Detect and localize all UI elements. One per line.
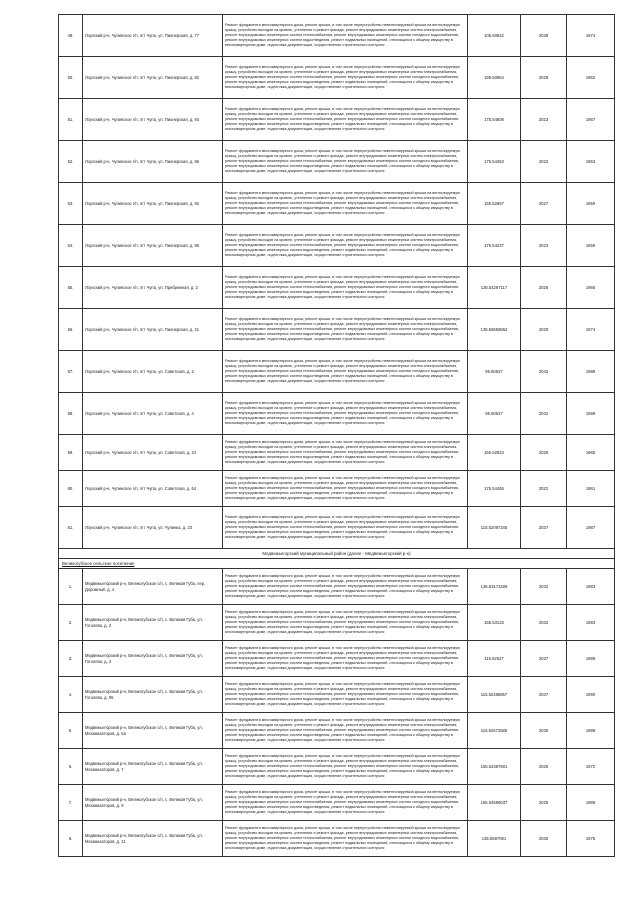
table-row	[59, 435, 615, 471]
district-header-row	[59, 549, 615, 559]
built-year-cell: 1989	[567, 641, 615, 677]
row-number-cell: 5.	[59, 713, 83, 749]
address-cell: Медвежьегорский р-н, Великогубское с/п, с. Великая Губа, ул. Механизаторов, д. 9	[83, 785, 223, 821]
works-description-cell: Ремонт фундамента многоквартирного дома, ремонт крыши, в том числе переустройство невентилируемой крыши на вентилируемую крышу, устройство выходов на кровлю, утепление и ремонт фасада, ремонт внутридомовых инженерных систем электроснабжения, ремонт внутридомовых инженерных систем теплоснабжения, ремонт внутридомовых инженерных систем холодного водоснабжения, ремонт внутридомовых инженерных систем водоотведения, ремонт подвальных помещений, относящихся к общему имуществу в многоквартирном доме, подготовка документации, осуществление строительного контроля	[223, 435, 468, 471]
cost-cell: 175.54237	[468, 225, 521, 267]
table-row	[59, 15, 615, 57]
year-cell: 2023	[521, 225, 567, 267]
row-number-cell: 6.	[59, 749, 83, 785]
year-cell: 2028	[521, 267, 567, 309]
address-cell: Медвежьегорский р-н, Великогубское с/п, с. Великая Губа, ул. Механизаторов, д. 7	[83, 749, 223, 785]
works-description-cell: Ремонт фундамента многоквартирного дома, ремонт крыши, в том числе переустройство невентилируемой крыши на вентилируемую крышу, устройство выходов на кровлю, утепление и ремонт фасада, ремонт внутридомовых инженерных систем электроснабжения, ремонт внутридомовых инженерных систем теплоснабжения, ремонт внутридомовых инженерных систем холодного водоснабжения, ремонт внутридомовых инженерных систем водоотведения, ремонт подвальных помещений, относящихся к общему имуществу в многоквартирном доме, подготовка документации, осуществление строительного контроля	[223, 267, 468, 309]
cost-cell: 135.53172409	[468, 569, 521, 605]
cost-cell: 135.5597091	[468, 821, 521, 857]
address-cell: Лоухский р-н, Чупинское г/п, пгт Чупа, ул. Советская, д. 64	[83, 471, 223, 507]
works-description-cell: Ремонт фундамента многоквартирного дома, ремонт крыши, в том числе переустройство невентилируемой крыши на вентилируемую крышу, устройство выходов на кровлю, утепление и ремонт фасада, ремонт внутридомовых инженерных систем электроснабжения, ремонт внутридомовых инженерных систем теплоснабжения, ремонт внутридомовых инженерных систем холодного водоснабжения, ремонт внутридомовых инженерных систем водоотведения, ремонт подвальных помещений, относящихся к общему имуществу в многоквартирном доме, подготовка документации, осуществление строительного контроля	[223, 99, 468, 141]
year-cell: 2036	[521, 713, 567, 749]
row-number-cell: 59.	[59, 435, 83, 471]
address-cell: Лоухский р-н, Чупинское г/п, пгт Чупа, ул. Прибрежная, д. 2	[83, 267, 223, 309]
works-description-cell: Ремонт фундамента многоквартирного дома, ремонт крыши, в том числе переустройство невентилируемой крыши на вентилируемую крышу, устройство выходов на кровлю, утепление и ремонт фасада, ремонт внутридомовых инженерных систем электроснабжения, ремонт внутридомовых инженерных систем теплоснабжения, ремонт внутридомовых инженерных систем холодного водоснабжения, ремонт внутридомовых инженерных систем водоотведения, ремонт подвальных помещений, относящихся к общему имуществу в многоквартирном доме, подготовка документации, осуществление строительного контроля	[223, 785, 468, 821]
built-year-cell: 1959	[567, 225, 615, 267]
works-description-cell: Ремонт фундамента многоквартирного дома, ремонт крыши, в том числе переустройство невентилируемой крыши на вентилируемую крышу, устройство выходов на кровлю, утепление и ремонт фасада, ремонт внутридомовых инженерных систем электроснабжения, ремонт внутридомовых инженерных систем теплоснабжения, ремонт внутридомовых инженерных систем холодного водоснабжения, ремонт внутридомовых инженерных систем водоотведения, ремонт подвальных помещений, относящихся к общему имуществу в многоквартирном доме, подготовка документации, осуществление строительного контроля	[223, 569, 468, 605]
works-description-cell: Ремонт фундамента многоквартирного дома, ремонт крыши, в том числе переустройство невентилируемой крыши на вентилируемую крышу, устройство выходов на кровлю, утепление и ремонт фасада, ремонт внутридомовых инженерных систем электроснабжения, ремонт внутридомовых инженерных систем теплоснабжения, ремонт внутридомовых инженерных систем холодного водоснабжения, ремонт внутридомовых инженерных систем водоотведения, ремонт подвальных помещений, относящихся к общему имуществу в многоквартирном доме, подготовка документации, осуществление строительного контроля	[223, 749, 468, 785]
works-description-cell: Ремонт фундамента многоквартирного дома, ремонт крыши, в том числе переустройство невентилируемой крыши на вентилируемую крышу, устройство выходов на кровлю, утепление и ремонт фасада, ремонт внутридомовых инженерных систем электроснабжения, ремонт внутридомовых инженерных систем теплоснабжения, ремонт внутридомовых инженерных систем холодного водоснабжения, ремонт внутридомовых инженерных систем водоотведения, ремонт подвальных помещений, относящихся к общему имуществу в многоквартирном доме, подготовка документации, осуществление строительного контроля	[223, 471, 468, 507]
address-cell: Лоухский р-н, Чупинское г/п, пгт Чупа, ул. Пионерская, д. 92	[83, 183, 223, 225]
built-year-cell: 1990	[567, 677, 615, 713]
row-number-cell: 60.	[59, 471, 83, 507]
works-description-cell: Ремонт фундамента многоквартирного дома, ремонт крыши, в том числе переустройство невентилируемой крыши на вентилируемую крышу, устройство выходов на кровлю, утепление и ремонт фасада, ремонт внутридомовых инженерных систем электроснабжения, ремонт внутридомовых инженерных систем теплоснабжения, ремонт внутридомовых инженерных систем холодного водоснабжения, ремонт внутридомовых инженерных систем водоотведения, ремонт подвальных помещений, относящихся к общему имуществу в многоквартирном доме, подготовка документации, осуществление строительного контроля	[223, 821, 468, 857]
works-description-cell: Ремонт фундамента многоквартирного дома, ремонт крыши, в том числе переустройство невентилируемой крыши на вентилируемую крышу, устройство выходов на кровлю, утепление и ремонт фасада, ремонт внутридомовых инженерных систем электроснабжения, ремонт внутридомовых инженерных систем теплоснабжения, ремонт внутридомовых инженерных систем холодного водоснабжения, ремонт внутридомовых инженерных систем водоотведения, ремонт подвальных помещений, относящихся к общему имуществу в многоквартирном доме, подготовка документации, осуществление строительного контроля	[223, 225, 468, 267]
row-number-cell: 56.	[59, 309, 83, 351]
built-year-cell: 1983	[567, 569, 615, 605]
built-year-cell: 1987	[567, 507, 615, 549]
year-cell: 2029	[521, 309, 567, 351]
row-number-cell: 2.	[59, 605, 83, 641]
year-cell: 2025	[521, 785, 567, 821]
year-cell: 2038	[521, 15, 567, 57]
built-year-cell: 1959	[567, 183, 615, 225]
address-cell: Медвежьегорский р-н, Великогубское с/п, с. Великая Губа, ул. Гоголева, д. 95	[83, 677, 223, 713]
year-cell: 2022	[521, 471, 567, 507]
built-year-cell: 1983	[567, 605, 615, 641]
row-number-cell: 61.	[59, 507, 83, 549]
settlement-header: Великогубское сельское поселение	[62, 561, 135, 566]
works-description-cell: Ремонт фундамента многоквартирного дома, ремонт крыши, в том числе переустройство невентилируемой крыши на вентилируемую крышу, устройство выходов на кровлю, утепление и ремонт фасада, ремонт внутридомовых инженерных систем электроснабжения, ремонт внутридомовых инженерных систем теплоснабжения, ремонт внутридомовых инженерных систем холодного водоснабжения, ремонт внутридомовых инженерных систем водоотведения, ремонт подвальных помещений, относящихся к общему имуществу в многоквартирном доме, подготовка документации, осуществление строительного контроля	[223, 351, 468, 393]
works-description-cell: Ремонт фундамента многоквартирного дома, ремонт крыши, в том числе переустройство невентилируемой крыши на вентилируемую крышу, устройство выходов на кровлю, утепление и ремонт фасада, ремонт внутридомовых инженерных систем электроснабжения, ремонт внутридомовых инженерных систем теплоснабжения, ремонт внутридомовых инженерных систем холодного водоснабжения, ремонт внутридомовых инженерных систем водоотведения, ремонт подвальных помещений, относящихся к общему имуществу в многоквартирном доме, подготовка документации, осуществление строительного контроля	[223, 57, 468, 99]
table-row	[59, 641, 615, 677]
table-row	[59, 605, 615, 641]
cost-cell: 175.54808	[468, 99, 521, 141]
table-row	[59, 183, 615, 225]
year-cell: 2026	[521, 749, 567, 785]
table-row	[59, 507, 615, 549]
works-description-cell: Ремонт фундамента многоквартирного дома, ремонт крыши, в том числе переустройство невентилируемой крыши на вентилируемую крышу, устройство выходов на кровлю, утепление и ремонт фасада, ремонт внутридомовых инженерных систем электроснабжения, ремонт внутридомовых инженерных систем теплоснабжения, ремонт внутридомовых инженерных систем холодного водоснабжения, ремонт внутридомовых инженерных систем водоотведения, ремонт подвальных помещений, относящихся к общему имуществу в многоквартирном доме, подготовка документации, осуществление строительного контроля	[223, 309, 468, 351]
cost-cell: 175.54465	[468, 471, 521, 507]
row-number-cell: 54.	[59, 225, 83, 267]
address-cell: Лоухский р-н, Чупинское г/п, пгт Чупа, ул. Советская, д. 24	[83, 435, 223, 471]
year-cell: 2032	[521, 569, 567, 605]
table-row	[59, 309, 615, 351]
table-row	[59, 471, 615, 507]
cost-cell: 155.54387601	[468, 749, 521, 785]
cost-cell: 115.52097345	[468, 507, 521, 549]
address-cell: Лоухский р-н, Чупинское г/п, пгт Чупа, ул. Пионерская, д. 86	[83, 141, 223, 183]
year-cell: 2032	[521, 605, 567, 641]
table-row	[59, 569, 615, 605]
cost-cell: 135.54267117	[468, 267, 521, 309]
built-year-cell: 1972	[567, 749, 615, 785]
year-cell: 2037	[521, 507, 567, 549]
built-year-cell: 1961	[567, 471, 615, 507]
table-row	[59, 677, 615, 713]
table-row	[59, 785, 615, 821]
year-cell: 2037	[521, 641, 567, 677]
address-cell: Лоухский р-н, Чупинское г/п, пгт Чупа, ул. Пионерская, д. 96	[83, 225, 223, 267]
row-number-cell: 57.	[59, 351, 83, 393]
table-row	[59, 99, 615, 141]
address-cell: Лоухский р-н, Чупинское г/п, пгт Чупа, ул. Советская, д. 2	[83, 351, 223, 393]
cost-cell: 175.54453	[468, 141, 521, 183]
row-number-cell: 53.	[59, 183, 83, 225]
built-year-cell: 1962	[567, 57, 615, 99]
works-description-cell: Ремонт фундамента многоквартирного дома, ремонт крыши, в том числе переустройство невентилируемой крыши на вентилируемую крышу, устройство выходов на кровлю, утепление и ремонт фасада, ремонт внутридомовых инженерных систем электроснабжения, ремонт внутридомовых инженерных систем теплоснабжения, ремонт внутридомовых инженерных систем холодного водоснабжения, ремонт внутридомовых инженерных систем водоотведения, ремонт подвальных помещений, относящихся к общему имуществу в многоквартирном доме, подготовка документации, осуществление строительного контроля	[223, 605, 468, 641]
row-number-cell: 7.	[59, 785, 83, 821]
built-year-cell: 1963	[567, 141, 615, 183]
row-number-cell: 8.	[59, 821, 83, 857]
built-year-cell: 1965	[567, 435, 615, 471]
address-cell: Лоухский р-н, Чупинское г/п, пгт Чупа, ул. Пионерская, д. 77	[83, 15, 223, 57]
built-year-cell: 1989	[567, 393, 615, 435]
row-number-cell: 3.	[59, 641, 83, 677]
table-row	[59, 821, 615, 857]
cost-cell: 155.52657	[468, 183, 521, 225]
cost-cell: 135.55658652	[468, 309, 521, 351]
works-description-cell: Ремонт фундамента многоквартирного дома, ремонт крыши, в том числе переустройство невентилируемой крыши на вентилируемую крышу, устройство выходов на кровлю, утепление и ремонт фасада, ремонт внутридомовых инженерных систем электроснабжения, ремонт внутридомовых инженерных систем теплоснабжения, ремонт внутридомовых инженерных систем холодного водоснабжения, ремонт внутридомовых инженерных систем водоотведения, ремонт подвальных помещений, относящихся к общему имуществу в многоквартирном доме, подготовка документации, осуществление строительного контроля	[223, 507, 468, 549]
table-row	[59, 225, 615, 267]
table-row	[59, 749, 615, 785]
year-cell: 2042	[521, 393, 567, 435]
cost-cell: 115.52672685	[468, 713, 521, 749]
cost-cell: 105.60842	[468, 15, 521, 57]
row-number-cell: 50.	[59, 57, 83, 99]
row-number-cell: 52.	[59, 141, 83, 183]
works-description-cell: Ремонт фундамента многоквартирного дома, ремонт крыши, в том числе переустройство невентилируемой крыши на вентилируемую крышу, устройство выходов на кровлю, утепление и ремонт фасада, ремонт внутридомовых инженерных систем электроснабжения, ремонт внутридомовых инженерных систем теплоснабжения, ремонт внутридомовых инженерных систем холодного водоснабжения, ремонт внутридомовых инженерных систем водоотведения, ремонт подвальных помещений, относящихся к общему имуществу в многоквартирном доме, подготовка документации, осуществление строительного контроля	[223, 393, 468, 435]
year-cell: 2026	[521, 435, 567, 471]
address-cell: Медвежьегорский р-н, Великогубское с/п, с. Великая Губа, пер. Дорожный, д. 4	[83, 569, 223, 605]
built-year-cell: 1968	[567, 785, 615, 821]
year-cell: 2028	[521, 57, 567, 99]
cost-cell: 155.52823	[468, 435, 521, 471]
table-row	[59, 141, 615, 183]
year-cell: 2037	[521, 677, 567, 713]
table-row	[59, 57, 615, 99]
built-year-cell: 1975	[567, 821, 615, 857]
cost-cell: 95.50527	[468, 393, 521, 435]
built-year-cell: 1966	[567, 267, 615, 309]
table-row	[59, 393, 615, 435]
cost-cell: 195.50854	[468, 57, 521, 99]
works-description-cell: Ремонт фундамента многоквартирного дома, ремонт крыши, в том числе переустройство невентилируемой крыши на вентилируемую крышу, устройство выходов на кровлю, утепление и ремонт фасада, ремонт внутридомовых инженерных систем электроснабжения, ремонт внутридомовых инженерных систем теплоснабжения, ремонт внутридомовых инженерных систем холодного водоснабжения, ремонт внутридомовых инженерных систем водоотведения, ремонт подвальных помещений, относящихся к общему имуществу в многоквартирном доме, подготовка документации, осуществление строительного контроля	[223, 15, 468, 57]
built-year-cell: 1974	[567, 15, 615, 57]
repair-program-table	[58, 14, 615, 857]
address-cell: Лоухский р-н, Чупинское г/п, пгт Чупа, ул. Пионерская, д. 82	[83, 57, 223, 99]
works-description-cell: Ремонт фундамента многоквартирного дома, ремонт крыши, в том числе переустройство невентилируемой крыши на вентилируемую крышу, устройство выходов на кровлю, утепление и ремонт фасада, ремонт внутридомовых инженерных систем электроснабжения, ремонт внутридомовых инженерных систем теплоснабжения, ремонт внутридомовых инженерных систем холодного водоснабжения, ремонт внутридомовых инженерных систем водоотведения, ремонт подвальных помещений, относящихся к общему имуществу в многоквартирном доме, подготовка документации, осуществление строительного контроля	[223, 677, 468, 713]
works-description-cell: Ремонт фундамента многоквартирного дома, ремонт крыши, в том числе переустройство невентилируемой крыши на вентилируемую крышу, устройство выходов на кровлю, утепление и ремонт фасада, ремонт внутридомовых инженерных систем электроснабжения, ремонт внутридомовых инженерных систем теплоснабжения, ремонт внутридомовых инженерных систем холодного водоснабжения, ремонт внутридомовых инженерных систем водоотведения, ремонт подвальных помещений, относящихся к общему имуществу в многоквартирном доме, подготовка документации, осуществление строительного контроля	[223, 641, 468, 677]
cost-cell: 115.52527	[468, 641, 521, 677]
cost-cell: 155.54596037	[468, 785, 521, 821]
address-cell: Медвежьегорский р-н, Великогубское с/п, с. Великая Губа, ул. Гоголева, д. 2	[83, 605, 223, 641]
table-body	[59, 15, 615, 857]
built-year-cell: 1974	[567, 309, 615, 351]
cost-cell: 115.52485857	[468, 677, 521, 713]
works-description-cell: Ремонт фундамента многоквартирного дома, ремонт крыши, в том числе переустройство невентилируемой крыши на вентилируемую крышу, устройство выходов на кровлю, утепление и ремонт фасада, ремонт внутридомовых инженерных систем электроснабжения, ремонт внутридомовых инженерных систем теплоснабжения, ремонт внутридомовых инженерных систем холодного водоснабжения, ремонт внутридомовых инженерных систем водоотведения, ремонт подвальных помещений, относящихся к общему имуществу в многоквартирном доме, подготовка документации, осуществление строительного контроля	[223, 183, 468, 225]
row-number-cell: 58.	[59, 393, 83, 435]
year-cell: 2023	[521, 99, 567, 141]
year-cell: 2042	[521, 351, 567, 393]
table-row	[59, 351, 615, 393]
table-row	[59, 713, 615, 749]
table-row	[59, 267, 615, 309]
built-year-cell: 1989	[567, 351, 615, 393]
address-cell: Медвежьегорский р-н, Великогубское с/п, с. Великая Губа, ул. Механизаторов, д. 5а	[83, 713, 223, 749]
year-cell: 2022	[521, 141, 567, 183]
district-header: Медвежьегорский муниципальный район (далее - Медвежьегорский р-н)	[262, 551, 411, 556]
built-year-cell: 1988	[567, 713, 615, 749]
address-cell: Медвежьегорский р-н, Великогубское с/п, с. Великая Губа, ул. Механизаторов, д. 11	[83, 821, 223, 857]
cost-cell: 95.50527	[468, 351, 521, 393]
row-number-cell: 55.	[59, 267, 83, 309]
row-number-cell: 49.	[59, 15, 83, 57]
year-cell: 2027	[521, 183, 567, 225]
year-cell: 2030	[521, 821, 567, 857]
row-number-cell: 51.	[59, 99, 83, 141]
address-cell: Лоухский р-н, Чупинское г/п, пгт Чупа, ул. Пионерская, д. 84	[83, 99, 223, 141]
built-year-cell: 1957	[567, 99, 615, 141]
row-number-cell: 4.	[59, 677, 83, 713]
works-description-cell: Ремонт фундамента многоквартирного дома, ремонт крыши, в том числе переустройство невентилируемой крыши на вентилируемую крышу, устройство выходов на кровлю, утепление и ремонт фасада, ремонт внутридомовых инженерных систем электроснабжения, ремонт внутридомовых инженерных систем теплоснабжения, ремонт внутридомовых инженерных систем холодного водоснабжения, ремонт внутридомовых инженерных систем водоотведения, ремонт подвальных помещений, относящихся к общему имуществу в многоквартирном доме, подготовка документации, осуществление строительного контроля	[223, 141, 468, 183]
address-cell: Лоухский р-н, Чупинское г/п, пгт Чупа, ул. Пионерская, д. 21	[83, 309, 223, 351]
settlement-header-row	[59, 559, 615, 569]
works-description-cell: Ремонт фундамента многоквартирного дома, ремонт крыши, в том числе переустройство невентилируемой крыши на вентилируемую крышу, устройство выходов на кровлю, утепление и ремонт фасада, ремонт внутридомовых инженерных систем электроснабжения, ремонт внутридомовых инженерных систем теплоснабжения, ремонт внутридомовых инженерных систем холодного водоснабжения, ремонт внутридомовых инженерных систем водоотведения, ремонт подвальных помещений, относящихся к общему имуществу в многоквартирном доме, подготовка документации, осуществление строительного контроля	[223, 713, 468, 749]
row-number-cell: 1.	[59, 569, 83, 605]
cost-cell: 155.53133	[468, 605, 521, 641]
address-cell: Медвежьегорский р-н, Великогубское с/п, с. Великая Губа, ул. Гоголева, д. 3	[83, 641, 223, 677]
address-cell: Лоухский р-н, Чупинское г/п, пгт Чупа, ул. Советская, д. 4	[83, 393, 223, 435]
document-page	[58, 14, 614, 857]
address-cell: Лоухский р-н, Чупинское г/п, пгт Чупа, ул. Чупинка, д. 23	[83, 507, 223, 549]
